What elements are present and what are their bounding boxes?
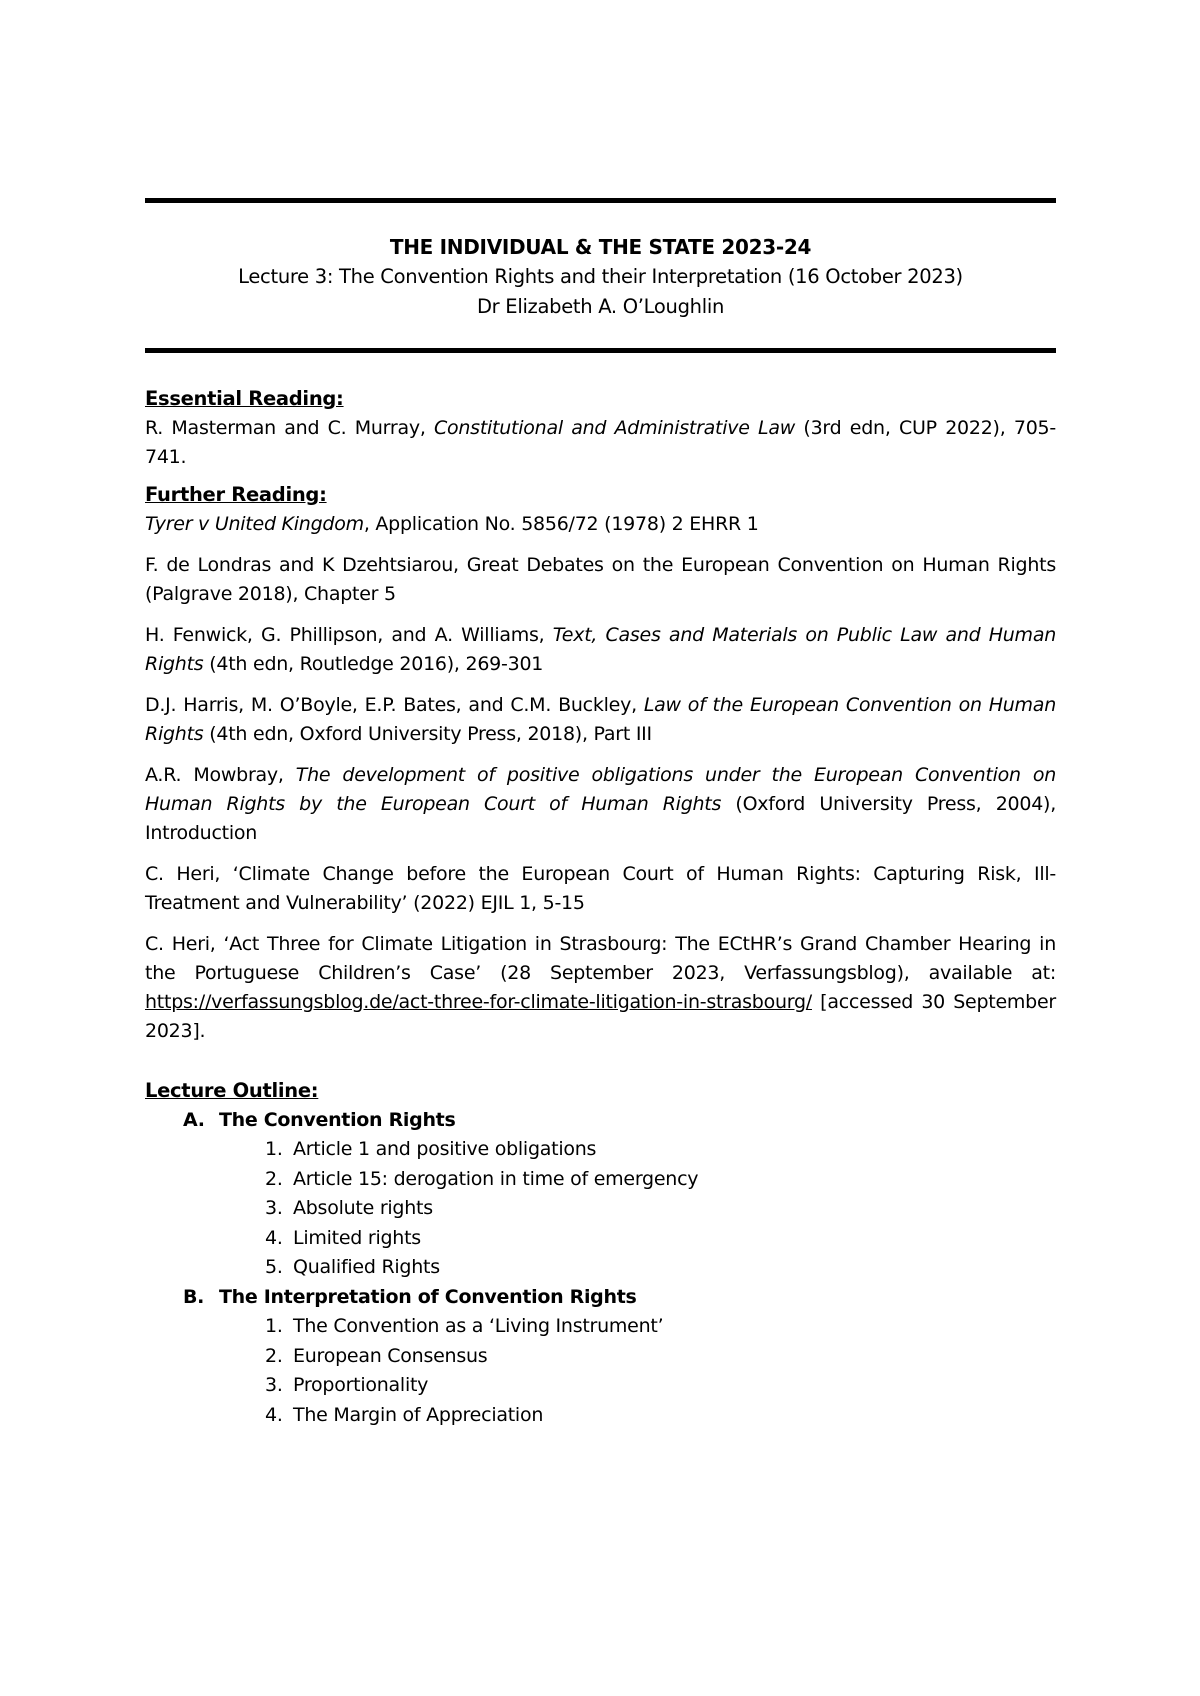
outline-item-text: Article 15: derogation in time of emergency bbox=[293, 1167, 699, 1190]
outline-item bbox=[145, 1253, 1056, 1283]
outline-item-text: Limited rights bbox=[293, 1226, 421, 1249]
citation-title: Law of the European Convention on Human Rights bbox=[145, 694, 1056, 745]
outline-item-number: 2. bbox=[265, 1344, 283, 1367]
header-top-rule bbox=[145, 198, 1056, 203]
citation-text: (4th edn, Oxford University Press, 2018), Part III bbox=[203, 723, 652, 745]
outline-item bbox=[145, 1342, 1056, 1372]
outline-item-text: The Convention as a ‘Living Instrument’ bbox=[293, 1314, 664, 1337]
verfassungsblog-link[interactable]: https://verfassungsblog.de/act-three-for-climate-litigation-in-strasbourg/ bbox=[145, 991, 812, 1013]
outline-item-number: 1. bbox=[265, 1138, 283, 1160]
document-body bbox=[145, 384, 1056, 1430]
outline-item-number: 4. bbox=[265, 1226, 283, 1249]
header-bottom-rule bbox=[145, 348, 1056, 353]
citation-text: H. Fenwick, G. Phillipson, and A. Williams, bbox=[145, 624, 553, 646]
outline-item bbox=[145, 1224, 1056, 1254]
lecture-outline bbox=[145, 1106, 1056, 1430]
citation-text: (3rd edn, CUP 2022), 705-741. bbox=[145, 417, 1056, 468]
outline-item-text: Article 1 and positive obligations bbox=[293, 1138, 597, 1160]
citation-text: A.R. Mowbray, bbox=[145, 764, 296, 786]
outline-item-number: 5. bbox=[265, 1256, 283, 1279]
citation-title: Constitutional and Administrative Law bbox=[434, 417, 796, 439]
further-reading-item bbox=[145, 860, 1056, 918]
citation-title: Text, Cases and Materials on Public Law and Human Rights bbox=[145, 624, 1057, 675]
outline-section bbox=[145, 1283, 1056, 1312]
further-reading-item bbox=[145, 510, 1056, 539]
further-reading-heading: Further Reading: bbox=[145, 483, 327, 506]
outline-item-number: 2. bbox=[265, 1167, 283, 1190]
outline-item bbox=[145, 1194, 1056, 1224]
outline-item bbox=[145, 1135, 1056, 1165]
citation-title: Tyrer v United Kingdom bbox=[145, 513, 364, 535]
citation-text: C. Heri, ‘Climate Change before the European Court of Human Rights: Capturing Risk, Ill-Treatment and Vulnerability’ (2022) EJIL 1, 5-15 bbox=[145, 863, 1056, 914]
lecture-outline-heading: Lecture Outline: bbox=[145, 1079, 319, 1102]
outline-item-text: The Margin of Appreciation bbox=[293, 1403, 544, 1426]
further-reading-item bbox=[145, 761, 1056, 848]
document-header bbox=[145, 232, 1056, 322]
citation-text: C. Heri, ‘Act Three for Climate Litigation in Strasbourg: The ECtHR’s Grand Chamber Hearing in the Portuguese Children’s Case’ (28 September 2023, Verfassungsblog), available at: bbox=[145, 933, 1056, 984]
course-title: THE INDIVIDUAL & THE STATE 2023-24 bbox=[389, 235, 812, 259]
outline-item bbox=[145, 1371, 1056, 1401]
citation-text: , Application No. 5856/72 (1978) 2 EHRR 1 bbox=[363, 513, 759, 535]
outline-section-mark: B. bbox=[183, 1285, 205, 1308]
citation-title: The development of positive obligations under the European Convention on Human Rights by the European Court of Human Rights bbox=[145, 764, 1057, 815]
outline-item-text: Qualified Rights bbox=[293, 1256, 440, 1279]
lecturer-name: Dr Elizabeth A. O’Loughlin bbox=[476, 295, 725, 318]
citation-text: R. Masterman and C. Murray, bbox=[145, 417, 434, 439]
outline-section-title: The Interpretation of Convention Rights bbox=[219, 1285, 637, 1308]
outline-item-text: Absolute rights bbox=[293, 1197, 433, 1220]
citation-text: D.J. Harris, M. O’Boyle, E.P. Bates, and C.M. Buckley, bbox=[145, 694, 644, 716]
outline-item bbox=[145, 1312, 1056, 1342]
outline-section-mark: A. bbox=[183, 1109, 205, 1131]
citation-text: [accessed 30 September 2023]. bbox=[145, 991, 1056, 1042]
outline-item-number: 3. bbox=[265, 1374, 283, 1397]
outline-item bbox=[145, 1165, 1056, 1195]
outline-item bbox=[145, 1401, 1056, 1431]
outline-section bbox=[145, 1106, 1056, 1135]
outline-item-text: European Consensus bbox=[293, 1344, 488, 1367]
outline-item-number: 1. bbox=[265, 1314, 283, 1337]
outline-item-number: 4. bbox=[265, 1403, 283, 1426]
essential-reading-item bbox=[145, 414, 1056, 472]
citation-text: F. de Londras and K Dzehtsiarou, Great Debates on the European Convention on Human Rights (Palgrave 2018), Chapter 5 bbox=[145, 554, 1056, 605]
lecture-title: Lecture 3: The Convention Rights and their Interpretation (16 October 2023) bbox=[238, 265, 963, 288]
further-reading-item bbox=[145, 551, 1056, 609]
outline-item-number: 3. bbox=[265, 1197, 283, 1220]
outline-item-text: Proportionality bbox=[293, 1374, 429, 1397]
outline-section-title: The Convention Rights bbox=[219, 1109, 456, 1131]
citation-text: (4th edn, Routledge 2016), 269-301 bbox=[203, 653, 544, 675]
further-reading-item bbox=[145, 930, 1056, 1046]
citation-text: (Oxford University Press, 2004), Introduction bbox=[145, 793, 1056, 844]
essential-reading-heading: Essential Reading: bbox=[145, 387, 344, 410]
further-reading-item bbox=[145, 691, 1056, 749]
further-reading-item bbox=[145, 621, 1056, 679]
